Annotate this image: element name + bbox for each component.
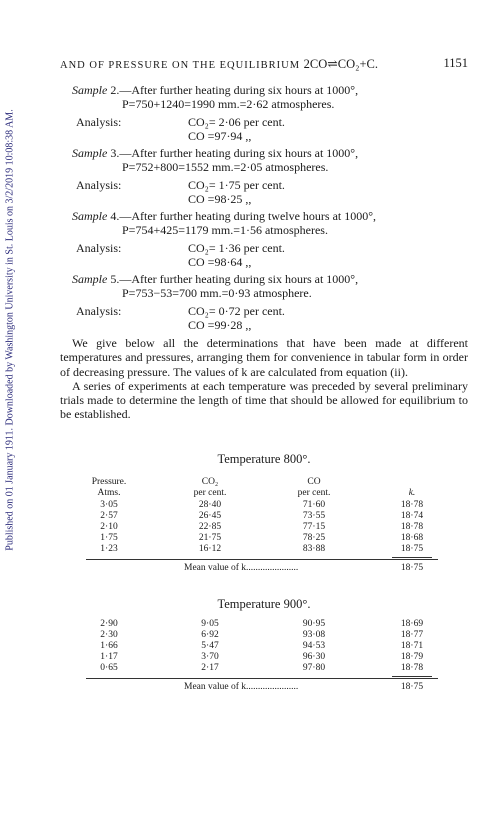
table-cell: 18·69 [400,619,424,629]
mean-label: Mean value of k...................... [184,563,299,573]
sample-pressure: P=752+800=1552 mm.=2·05 atmospheres. [122,160,329,174]
co2-value: CO₂= 1·75 per cent. [188,178,285,192]
column-header: CO [307,477,321,487]
running-title: AND OF PRESSURE ON THE EQUILIBRIUM [60,60,301,71]
sample-heading-text: 5.—After further heating during six hours at 1000°, [107,272,359,286]
download-watermark-text: Published on 01 January 1911. Downloaded by Washington University in St. Louis on 3/2/2019 10:08:38 AM. [4,109,16,551]
co2-value: CO₂= 2·06 per cent. [188,115,285,129]
co-value: CO =99·28 ,, [188,318,252,332]
table-cell: 2·90 [100,619,118,629]
table-cell: 90·95 [302,619,326,629]
table-cell: 18·68 [400,533,424,543]
header-equation: 2CO⇌CO₂+C. [303,57,378,71]
table-rule [86,559,438,560]
analysis-label: Analysis: [76,115,122,129]
sum-rule [392,557,432,558]
analysis-label: Analysis: [76,241,122,255]
table-cell: 18·78 [400,663,424,673]
table-cell: 2·57 [100,511,118,521]
analysis-label: Analysis: [76,304,122,318]
column-header: per cent. [297,488,331,498]
analysis-label: Analysis: [76,178,122,192]
column-header: k. [408,488,416,498]
table-rule [86,678,438,679]
sample-pressure: P=753−53=700 mm.=0·93 atmosphere. [122,286,312,300]
table-cell: 18·74 [400,511,424,521]
running-header [60,56,468,72]
table-cell: 97·80 [302,663,326,673]
paragraph: We give below all the determinations that have been made at different temperatures and pressures, arranging them for convenience in tabular form in order of decreasing pressure. The values of k are calculated from equation (ii). [60,336,468,379]
sample-pressure: P=754+425=1179 mm.=1·56 atmospheres. [122,223,328,237]
data-table [86,477,438,617]
column-header: per cent. [193,488,227,498]
sample-pressure: P=750+1240=1990 mm.=2·62 atmospheres. [122,97,335,111]
mean-value: 18·75 [400,682,424,692]
table-cell: 18·71 [400,641,424,651]
column-header: Atms. [97,488,121,498]
table-cell: 73·55 [302,511,326,521]
sample-heading-text: 2.—After further heating during six hours at 1000°, [107,83,359,97]
column-header: Pressure. [91,477,127,487]
table-cell: 3·70 [201,652,219,662]
table-cell: 6·92 [201,630,219,640]
table-title: Temperature 800°. [217,452,311,466]
co-value: CO =98·25 ,, [188,192,252,206]
table-cell: 1·17 [100,652,118,662]
sample-label: Sample [72,146,108,160]
co-value: CO =97·94 ,, [188,129,252,143]
mean-label: Mean value of k...................... [184,682,299,692]
co2-value: CO₂= 0·72 per cent. [188,304,285,318]
table-cell: 3·05 [100,500,118,510]
table-cell: 9·05 [201,619,219,629]
table-cell: 1·66 [100,641,118,651]
table-cell: 78·25 [302,533,326,543]
table-cell: 0·65 [100,663,118,673]
table-cell: 77·15 [302,522,326,532]
table-cell: 26·45 [198,511,222,521]
table-cell: 18·78 [400,500,424,510]
table-cell: 18·77 [400,630,424,640]
sample-label: Sample [72,272,108,286]
sample-heading-text: 3.—After further heating during six hours at 1000°, [107,146,359,160]
sample-heading [72,272,358,286]
table-cell: 2·10 [100,522,118,532]
table-cell: 94·53 [302,641,326,651]
table-cell: 93·08 [302,630,326,640]
sample-label: Sample [72,83,108,97]
table-cell: 1·23 [100,544,118,554]
table-cell: 83·88 [302,544,326,554]
table-cell: 18·75 [400,544,424,554]
sample-heading-text: 4.—After further heating during twelve hours at 1000°, [107,209,377,223]
sample-heading [72,83,358,97]
sum-rule [392,676,432,677]
download-watermark [3,50,17,610]
table-cell: 71·60 [302,500,326,510]
co-value: CO =98·64 ,, [188,255,252,269]
table-cell: 21·75 [198,533,222,543]
table-cell: 18·78 [400,522,424,532]
table-cell: 2·30 [100,630,118,640]
page-number: 1151 [443,56,468,70]
table-cell: 5·47 [201,641,219,651]
paragraph: A series of experiments at each temperature was preceded by several preliminary trials made to determine the length of time that should be allowed for equilibrium to be established. [60,378,468,422]
co2-value: CO₂= 1·36 per cent. [188,241,285,255]
body-text [60,336,468,422]
sample-label: Sample [72,209,108,223]
sample-heading [72,209,376,223]
table-cell: 22·85 [198,522,222,532]
mean-value: 18·75 [400,563,424,573]
data-table [86,619,438,759]
table-cell: 16·12 [198,544,222,554]
table-cell: 28·40 [198,500,222,510]
running-title-group [60,56,378,72]
column-header: CO₂ [201,477,219,487]
sample-heading [72,146,358,160]
table-cell: 1·75 [100,533,118,543]
table-title: Temperature 900°. [217,597,311,611]
table-cell: 96·30 [302,652,326,662]
table-cell: 18·79 [400,652,424,662]
table-cell: 2·17 [201,663,219,673]
